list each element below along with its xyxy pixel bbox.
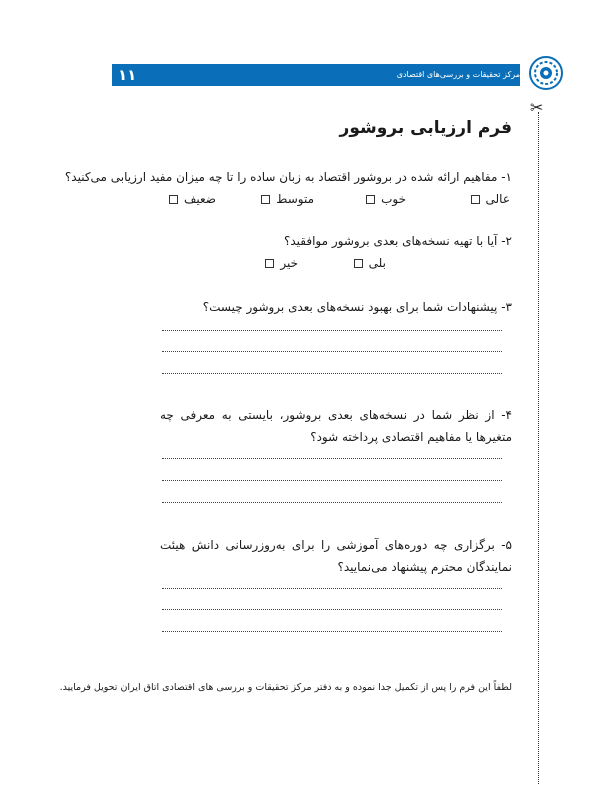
option-yes[interactable] [354,256,386,270]
org-name: مرکز تحقیقات و بررسی‌های اقتصادی [396,70,520,79]
answer-line[interactable] [162,631,502,632]
option-average-label: متوسط [276,192,314,206]
answer-line[interactable] [162,373,502,374]
question-3: ۳- پیشنهادات شما برای بهبود نسخه‌های بعدی بروشور چیست؟ [202,300,512,314]
answer-line[interactable] [162,330,502,331]
option-good-label: خوب [381,192,406,206]
option-yes-checkbox[interactable] [354,259,363,268]
option-weak-checkbox[interactable] [169,195,178,204]
chamber-logo-icon [528,55,564,91]
question-2: ۲- آیا با تهیه نسخه‌های بعدی بروشور موافقید؟ [283,234,512,248]
option-excellent-checkbox[interactable] [471,195,480,204]
option-yes-label: بلی [368,256,386,270]
page-title: فرم ارزیابی بروشور [339,118,512,138]
option-weak[interactable] [169,192,216,206]
answer-line[interactable] [162,502,502,503]
option-excellent-label: عالی [485,192,510,206]
question-5: ۵- برگزاری چه دوره‌های آموزشی را برای به‌روزرسانی دانش هیئت نمایندگان محترم پیشنهاد می‌نمایید؟ [160,538,512,574]
option-excellent[interactable] [471,192,510,206]
question-4: ۴- از نظر شما در نسخه‌های بعدی بروشور، بایستی به معرفی چه متغیرها یا مفاهیم اقتصادی پرداخته شود؟ [160,408,512,444]
cut-line [538,112,539,784]
answer-line[interactable] [162,588,502,589]
question-2-options [240,256,410,276]
option-good-checkbox[interactable] [366,195,375,204]
question-1: ۱- مفاهیم ارائه شده در بروشور اقتصاد به زبان ساده را تا چه میزان مفید ارزیابی می‌کنید؟ [64,170,512,184]
option-no-checkbox[interactable] [265,259,274,268]
footer-note: لطفاً این فرم را پس از تکمیل جدا نموده و به دفتر مرکز تحقیقات و بررسی های اقتصادی اتاق ایران تحویل فرمایید. [59,682,512,693]
answer-line[interactable] [162,351,502,352]
option-no[interactable] [265,256,298,270]
option-no-label: خیر [280,256,298,270]
page-number: ۱۱ [118,66,137,84]
scissors-icon: ✂ [530,98,544,117]
option-weak-label: ضعیف [183,192,216,206]
question-1-options [150,192,510,212]
option-good[interactable] [366,192,406,206]
answer-line[interactable] [162,609,502,610]
answer-line[interactable] [162,480,502,481]
option-average-checkbox[interactable] [261,195,270,204]
answer-line[interactable] [162,458,502,459]
option-average[interactable] [261,192,314,206]
